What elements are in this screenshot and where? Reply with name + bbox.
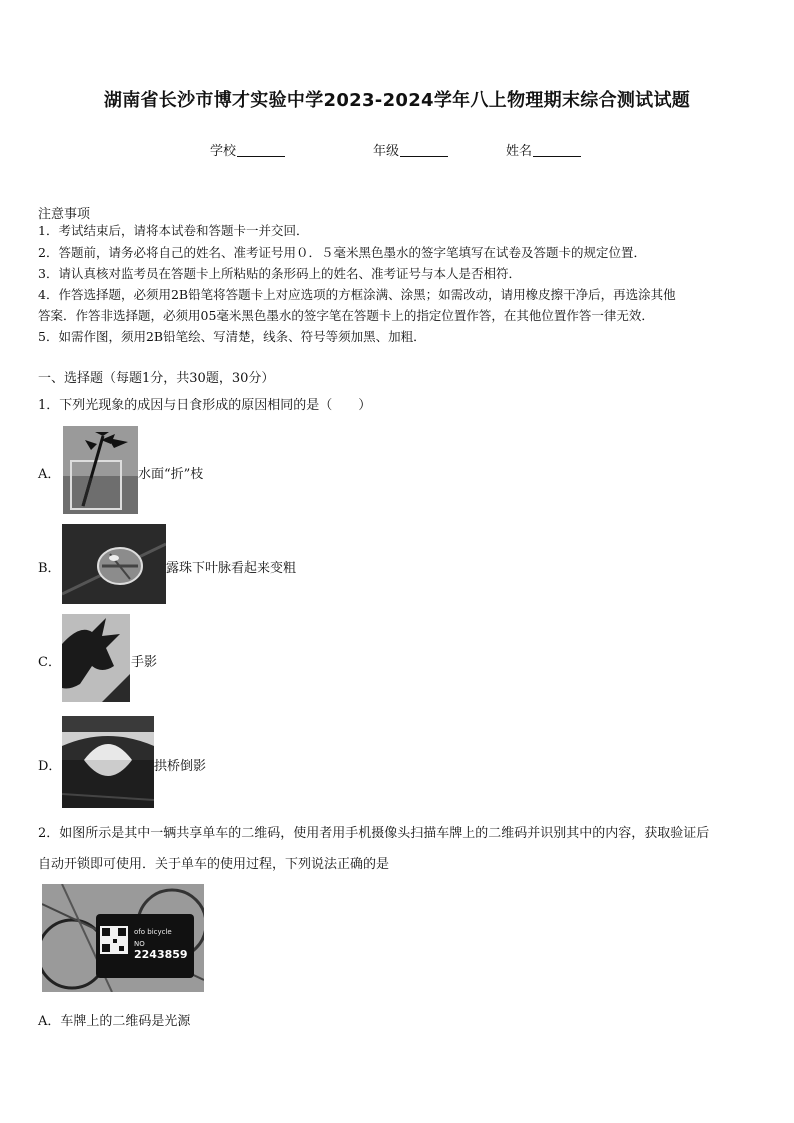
school-label: 学校 (210, 144, 237, 159)
plate-brand: ofo bicycle (134, 928, 172, 936)
grade-blank[interactable] (400, 144, 448, 157)
arch-bridge-reflection-image (62, 716, 154, 808)
school-blank[interactable] (237, 144, 285, 157)
option-d-letter: D． (38, 759, 62, 774)
question-2-stem-line1: 2．如图所示是其中一辆共享单车的二维码，使用者用手机摄像头扫描车牌上的二维码并识别其中的内容，获取验证后 (38, 826, 710, 841)
question-2-option-a: A．车牌上的二维码是光源 (38, 1014, 191, 1029)
plate-number: 2243859 (134, 948, 188, 961)
note-item-3: 3．请认真核对监考员在答题卡上所粘贴的条形码上的姓名、准考证号与本人是否相符． (38, 266, 521, 281)
option-b-letter: B． (38, 561, 61, 576)
page-title: 湖南省长沙市博才实验中学2023-2024学年八上物理期末综合测试试题 (103, 90, 691, 111)
question-1-stem: 1．下列光现象的成因与日食形成的原因相同的是（ ） (38, 398, 372, 413)
note-item-1: 1．考试结束后，请将本试卷和答题卡一并交回． (38, 223, 309, 238)
school-field (210, 140, 285, 159)
notes-heading: 注意事项 (38, 207, 91, 222)
bike-qr-plate-image (42, 884, 204, 992)
question-2-stem-line2: 自动开锁即可使用．关于单车的使用过程，下列说法正确的是 (38, 857, 390, 872)
note-item-4-cont: 答案．作答非选择题，必须用05毫米黑色墨水的签字笔在答题卡上的指定位置作答，在其他位置作答一律无效． (38, 308, 654, 323)
branch-in-water-image (63, 426, 138, 514)
name-label: 姓名 (506, 144, 533, 159)
grade-label: 年级 (373, 144, 400, 159)
note-item-5: 5．如需作图，须用2B铅笔绘、写清楚，线条、符号等须加黑、加粗． (38, 329, 426, 344)
note-item-2: 2．答题前，请务必将自己的姓名、准考证号用０．５毫米黑色墨水的签字笔填写在试卷及答题卡的规定位置． (38, 245, 646, 260)
plate-no-label: NO (134, 940, 145, 948)
option-a-text: 水面“折”枝 (138, 467, 204, 482)
dewdrop-leaf-image (62, 524, 166, 604)
grade-field (373, 140, 448, 159)
name-field (506, 140, 581, 159)
note-item-4: 4．作答选择题，必须用2B铅笔将答题卡上对应选项的方框涂满、涂黑；如需改动，请用橡皮擦干净后，再选涂其他 (38, 287, 676, 302)
option-c-text: 手影 (131, 655, 158, 670)
section-heading: 一、选择题（每题1分，共30题，30分） (38, 371, 275, 386)
option-a-letter: A． (38, 467, 61, 482)
hand-shadow-image (62, 614, 130, 702)
option-b-text: 露珠下叶脉看起来变粗 (166, 561, 297, 576)
option-c-letter: C． (38, 655, 61, 670)
option-d-text: 拱桥倒影 (154, 759, 207, 774)
name-blank[interactable] (533, 144, 581, 157)
